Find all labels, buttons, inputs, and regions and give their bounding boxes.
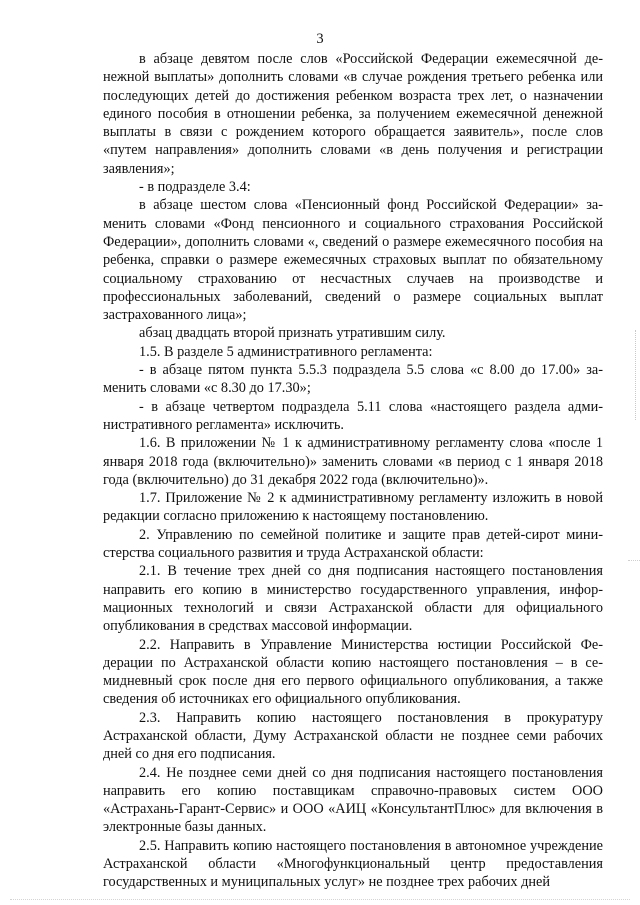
scan-artifact [10, 899, 630, 902]
paragraph: 2.4. Не позднее семи дней со дня подписания настоящего постановления направить его копию поставщикам справочно-правовых систем ООО «Астрахань-Гарант-Сервис» и ООО «АИЦ «КонсультантПлюс» для включения в электронные базы данных. [103, 764, 603, 836]
paragraph: 1.5. В разделе 5 административного регламента: [139, 343, 433, 360]
paragraph: - в подразделе 3.4: [139, 179, 251, 196]
paragraph: абзац двадцать второй признать утратившим силу. [139, 325, 446, 342]
paragraph: - в абзаце четвертом подраздела 5.11 слова «настоящего раздела административного регламента» исключить. [103, 398, 603, 433]
document-body [103, 50, 603, 892]
scan-artifact [628, 560, 640, 563]
page-number: 3 [316, 31, 324, 47]
paragraph: 2.5. Направить копию настоящего постановления в автономное учреждение Астраханской области «Многофункциональный центр предоставления государственных и муниципальных услуг» не позднее трех рабочих дней [103, 837, 603, 891]
paragraph: 2.3. Направить копию настоящего постановления в прокуратуру Астраханской области, Думу Астраханской области не позднее семи рабочих дней со дня его подписания. [103, 709, 603, 763]
paragraph: 2.2. Направить в Управление Министерства юстиции Российской Федерации по Астраханской области копию настоящего постановления – в семидневный срок после дня его первого официального опубликования, а также сведения об источниках его официального опубликования. [103, 636, 603, 708]
paragraph: 1.6. В приложении № 1 к административному регламенту слова «после 1 января 2018 года (включительно)» заменить словами «в период с 1 января 2018 года (включительно) до 31 декабря 2022 года (включительно)». [103, 435, 603, 488]
paragraph: в абзаце девятом после слов «Российской Федерации ежемесячной денежной выплаты» дополнить словами «в случае рождения третьего ребенка или последующих детей до достижения ребенком возраста трех лет, о назначении единого пособия в отношении ребенка, за получением ежемесячной денежной выплаты в связи с рождением которого обращается заявитель», после слов «путем направления» дополнить словами «в день получения и регистрации заявления»; [103, 51, 603, 177]
paragraph: - в абзаце пятом пункта 5.5.3 подраздела 5.5 слова «с 8.00 до 17.00» заменить словами «с 8.30 до 17.30»; [103, 362, 603, 397]
scan-artifact [625, 330, 636, 420]
paragraph: 1.7. Приложение № 2 к административному регламенту изложить в новой редакции согласно приложению к настоящему постановлению. [103, 490, 603, 525]
paragraph: 2.1. В течение трех дней со дня подписания настоящего постановления направить его копию в министерство государственного управления, информационных технологий и связи Астраханской области для официального опубликования в средствах массовой информации. [103, 563, 603, 635]
paragraph: 2. Управлению по семейной политике и защите прав детей-сирот министерства социального развития и труда Астраханской области: [103, 526, 603, 562]
paragraph: в абзаце шестом слова «Пенсионный фонд Российской Федерации» заменить словами «Фонд пенсионного и социального страхования Российской Федерации», дополнить словами «, сведений о размере ежемесячного пособия на ребенка, справки о размере ежемесячных страховых выплат по обязательному социальному страхованию от несчастных случаев на производстве и профессиональных заболеваний, сведений о размере социальных выплат застрахованного лица»; [103, 197, 603, 324]
